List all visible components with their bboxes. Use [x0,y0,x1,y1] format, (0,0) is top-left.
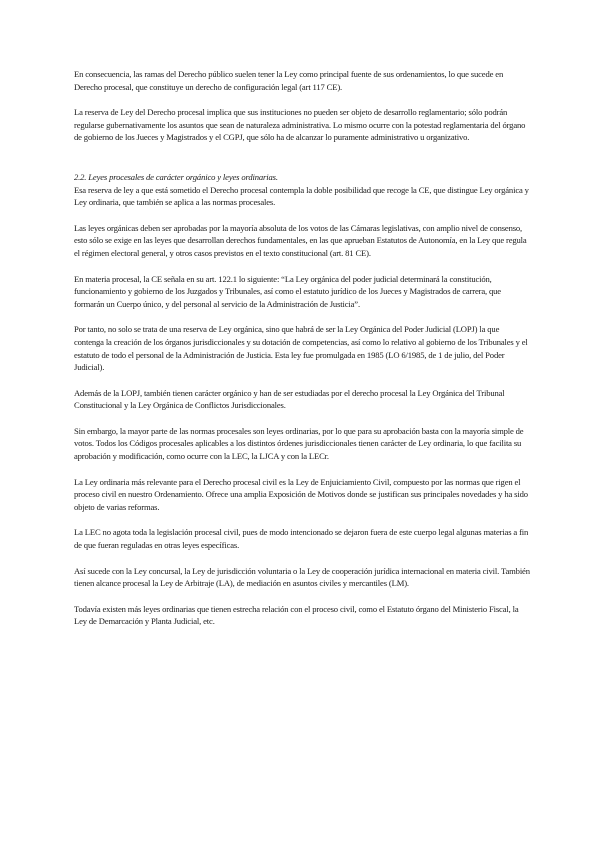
paragraph: Las leyes orgánicas deben ser aprobadas por la mayoría absoluta de los votos de las Cámaras legislativas, con amplio nivel de consenso, esto sólo se exige en las leyes que desarrollan derechos fundamentales, en las que aprueban Estatutos de Autonomía, en la Ley que regula el régimen electoral general, y otros casos previstos en el texto constitucional (art. 81 CE). [74,222,527,258]
paragraph: Todavía existen más leyes ordinarias que tienen estrecha relación con el proceso civil, como el Estatuto órgano del Ministerio Fiscal, la Ley de Demarcación y Planta Judicial, etc. [74,603,519,627]
paragraph: En materia procesal, la CE señala en su art. 122.1 lo siguiente: “La Ley orgánica del poder judicial determinará la constitución, funcionamiento y gobierno de los Juzgados y Tribunales, así como el estatuto jurídico de los Jueces y Magistrados de carrera, que formarán un Cuerpo único, y del personal al servicio de la Administración de Justicia”. [74,273,501,309]
paragraph: Así sucede con la Ley concursal, la Ley de jurisdicción voluntaria o la Ley de cooperación jurídica internacional en materia civil. También tienen alcance procesal la Ley de Arbitraje (LA), de mediación en asuntos civiles y mercantiles (LM). [74,565,530,589]
paragraph: Esa reserva de ley a que está sometido el Derecho procesal contempla la doble posibilidad que recoge la CE, que distingue Ley orgánica y Ley ordinaria, que también se aplica a las normas procesales. [74,184,529,208]
paragraph: Por tanto, no solo se trata de una reserva de Ley orgánica, sino que habrá de ser la Ley Orgánica del Poder Judicial (LOPJ) la que contenga la creación de los órganos jurisdiccionales y su dotación de competencias, así como lo relativo al gobierno de los Tribunales y el estatuto de todo el personal de la Administración de Justicia. Esta ley fue promulgada en 1985 (LO 6/1985, de 1 de julio, del Poder Judicial). [74,324,528,373]
document-body [74,68,530,628]
paragraph: Sin embargo, la mayor parte de las normas procesales son leyes ordinarias, por lo que para su aprobación basta con la mayoría simple de votos. Todos los Códigos procesales aplicables a los distintos órdenes jurisdiccionales tienen carácter de Ley ordinaria, lo que facilita su aprobación y modificación, como ocurre con la LEC, la LJCA y con la LECr. [74,425,524,462]
section-heading: 2.2. Leyes procesales de carácter orgánico y leyes ordinarias. [74,171,278,182]
paragraph: La reserva de Ley del Derecho procesal implica que sus instituciones no pueden ser objeto de desarrollo reglamentario; sólo podrán regularse gubernativamente los asuntos que sean de naturaleza administrativa. Lo mismo ocurre con la potestad reglamentaria del órgano de gobierno de los Jueces y Magistrados y el CGPJ, que sólo ha de alcanzar lo puramente administrativo u organizativo. [74,107,526,143]
paragraph: La LEC no agota toda la legislación procesal civil, pues de modo intencionado se dejaron fuera de este cuerpo legal algunas materias a fin de que fueran reguladas en otras leyes específicas. [74,527,529,551]
paragraph: En consecuencia, las ramas del Derecho público suelen tener la Ley como principal fuente de sus ordenamientos, lo que sucede en Derecho procesal, que constituye un derecho de configuración legal (art 117 CE). [74,69,504,92]
paragraph: Además de la LOPJ, también tienen carácter orgánico y han de ser estudiadas por el derecho procesal la Ley Orgánica del Tribunal Constitucional y la Ley Orgánica de Conflictos Jurisdiccionales. [74,387,505,411]
paragraph: La Ley ordinaria más relevante para el Derecho procesal civil es la Ley de Enjuiciamiento Civil, compuesto por las normas que rigen el proceso civil en nuestro Ordenamiento. Ofrece una amplia Exposición de Motivos donde se justifican sus principales novedades y ha sido objeto de varias reformas. [74,476,528,512]
